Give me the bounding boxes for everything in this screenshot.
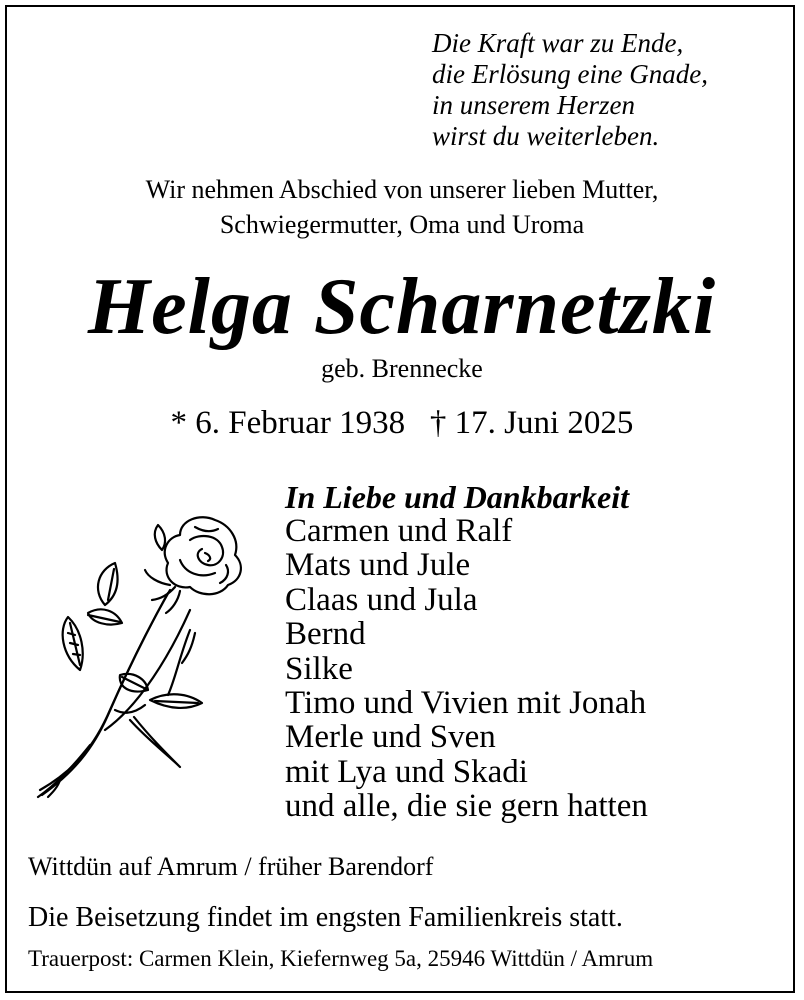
intro-line: Schwiegermutter, Oma und Uroma: [219, 210, 585, 239]
life-dates: * 6. Februar 1938 † 17. Juni 2025: [170, 405, 634, 441]
family-member: Carmen und Ralf: [285, 513, 513, 549]
poem-line: die Erlösung eine Gnade,: [432, 59, 708, 89]
poem-line: in unserem Herzen: [432, 90, 635, 120]
rose-icon: [30, 505, 260, 805]
family-member: Claas und Jula: [285, 581, 478, 618]
deceased-name: Helga Scharnetzki: [87, 263, 717, 351]
family-member: Merle und Sven: [285, 719, 496, 756]
maiden-name: geb. Brennecke: [321, 354, 483, 383]
family-member: Silke: [285, 650, 353, 687]
thanks-heading: In Liebe und Dankbarkeit: [285, 479, 630, 515]
family-member: und alle, die sie gern hatten: [285, 788, 648, 825]
poem: [432, 28, 708, 152]
family-member: Bernd: [285, 616, 366, 653]
place-line: Wittdün auf Amrum / früher Barendorf: [28, 852, 434, 881]
poem-line: wirst du weiterleben.: [432, 121, 660, 151]
family-member: Timo und Vivien mit Jonah: [285, 685, 647, 722]
intro-line: Wir nehmen Abschied von unserer lieben Mutter,: [145, 175, 659, 204]
family-member: mit Lya und Skadi: [285, 753, 528, 790]
family-member: Mats und Jule: [285, 547, 471, 584]
mail-address: Trauerpost: Carmen Klein, Kiefernweg 5a, 25946 Wittdün / Amrum: [28, 946, 654, 971]
intro-text: [0, 172, 804, 242]
poem-line: Die Kraft war zu Ende,: [432, 28, 684, 58]
family-list: [285, 514, 648, 824]
burial-note: Die Beisetzung findet im engsten Familienkreis statt.: [28, 902, 623, 933]
